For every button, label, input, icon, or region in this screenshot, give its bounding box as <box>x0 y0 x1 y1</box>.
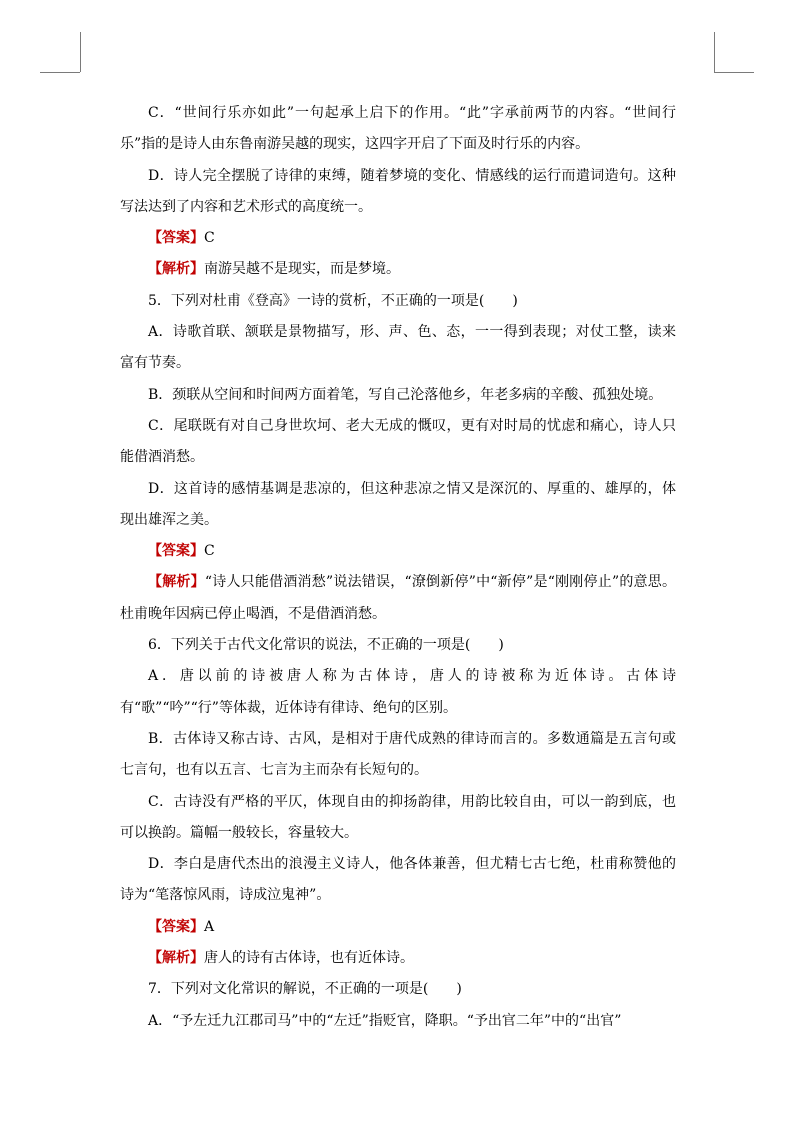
paragraph-text: B．颈联从空间和时间两方面着笔，写自己沦落他乡，年老多病的辛酸、孤独处境。 <box>148 386 663 403</box>
paragraph-text: 南游吴越不是现实，而是梦境。 <box>204 261 400 278</box>
text-paragraph <box>120 411 676 474</box>
text-paragraph <box>120 380 676 411</box>
answer-label: 【答案】 <box>148 543 204 560</box>
paragraph-text: A <box>204 918 215 935</box>
answer-paragraph <box>120 567 676 630</box>
text-paragraph <box>120 1006 676 1037</box>
paragraph-text: C．“世间行乐亦如此”一句起承上启下的作用。“此”字承前两节的内容。“世间行乐”指的是诗人由东鲁南游吴越的现实，这四字开启了下面及时行乐的内容。 <box>120 105 676 153</box>
crop-mark-top-left-v <box>80 32 81 72</box>
crop-mark-top-left-h <box>40 72 80 73</box>
paragraph-text: B．古体诗又称古诗、古风，是相对于唐代成熟的律诗而言的。多数通篇是五言句或七言句，也有以五言、七言为主而杂有长短句的。 <box>120 730 676 779</box>
answer-paragraph <box>120 223 676 254</box>
paragraph-text: A．唐以前的诗被唐人称为古体诗，唐人的诗被称为近体诗。古体诗有“歌”“吟”“行”等体裁，近体诗有律诗、绝句的区别。 <box>120 668 676 716</box>
answer-paragraph <box>120 943 676 974</box>
paragraph-text: 唐人的诗有古体诗，也有近体诗。 <box>204 950 414 967</box>
text-paragraph <box>120 98 676 161</box>
text-paragraph <box>120 724 676 787</box>
paragraph-text: D．这首诗的感情基调是悲凉的，但这种悲凉之情又是深沉的、厚重的、雄厚的，体现出雄浑之美。 <box>120 480 676 528</box>
answer-label: 【解析】 <box>148 574 205 591</box>
paragraph-text: A．“予左迁九江郡司马”中的“左迁”指贬官，降职。“予出官二年”中的“出官” <box>148 1012 622 1029</box>
paragraph-text: 5．下列对杜甫《登高》一诗的赏析，不正确的一项是( ) <box>148 292 518 309</box>
text-paragraph <box>120 161 676 224</box>
paragraph-text: 7．下列对文化常识的解说，不正确的一项是( ) <box>148 981 462 998</box>
answer-label: 【解析】 <box>148 261 204 278</box>
paragraph-text: C <box>204 230 215 247</box>
paragraph-text: C <box>204 543 215 560</box>
crop-mark-top-right-h <box>714 72 754 73</box>
answer-paragraph <box>120 254 676 285</box>
text-paragraph <box>120 474 676 537</box>
text-paragraph <box>120 849 676 912</box>
answer-paragraph <box>120 536 676 567</box>
text-paragraph <box>120 630 676 661</box>
text-paragraph <box>120 317 676 380</box>
text-paragraph <box>120 974 676 1005</box>
paragraph-text: C．尾联既有对自己身世坎坷、老大无成的慨叹，更有对时局的忧虑和痛心，诗人只能借酒消愁。 <box>120 417 676 466</box>
paragraph-text: 6．下列关于古代文化常识的说法，不正确的一项是( ) <box>148 637 504 654</box>
document-body <box>120 98 676 1037</box>
answer-label: 【答案】 <box>148 230 204 247</box>
paragraph-text: D．李白是唐代杰出的浪漫主义诗人，他各体兼善，但尤精七古七绝，杜甫称赞他的诗为“笔落惊风雨，诗成泣鬼神”。 <box>120 856 676 904</box>
answer-label: 【解析】 <box>148 950 204 967</box>
paragraph-text: “诗人只能借酒消愁”说法错误，“潦倒新停”中“新停”是“刚刚停止”的意思。杜甫晚年因病已停止喝酒，不是借酒消愁。 <box>120 574 676 622</box>
text-paragraph <box>120 661 676 724</box>
answer-paragraph <box>120 912 676 943</box>
answer-label: 【答案】 <box>148 918 204 935</box>
paragraph-text: C．古诗没有严格的平仄，体现自由的抑扬韵律，用韵比较自由，可以一韵到底，也可以换韵。篇幅一般较长，容量较大。 <box>120 793 676 841</box>
paragraph-text: D．诗人完全摆脱了诗律的束缚，随着梦境的变化、情感线的运行而遣词造句。这种写法达到了内容和艺术形式的高度统一。 <box>120 167 676 215</box>
crop-mark-top-right-v <box>714 32 715 72</box>
text-paragraph <box>120 286 676 317</box>
paragraph-text: A．诗歌首联、颔联是景物描写，形、声、色、态，一一得到表现；对仗工整，读来富有节奏。 <box>120 324 676 372</box>
text-paragraph <box>120 787 676 850</box>
